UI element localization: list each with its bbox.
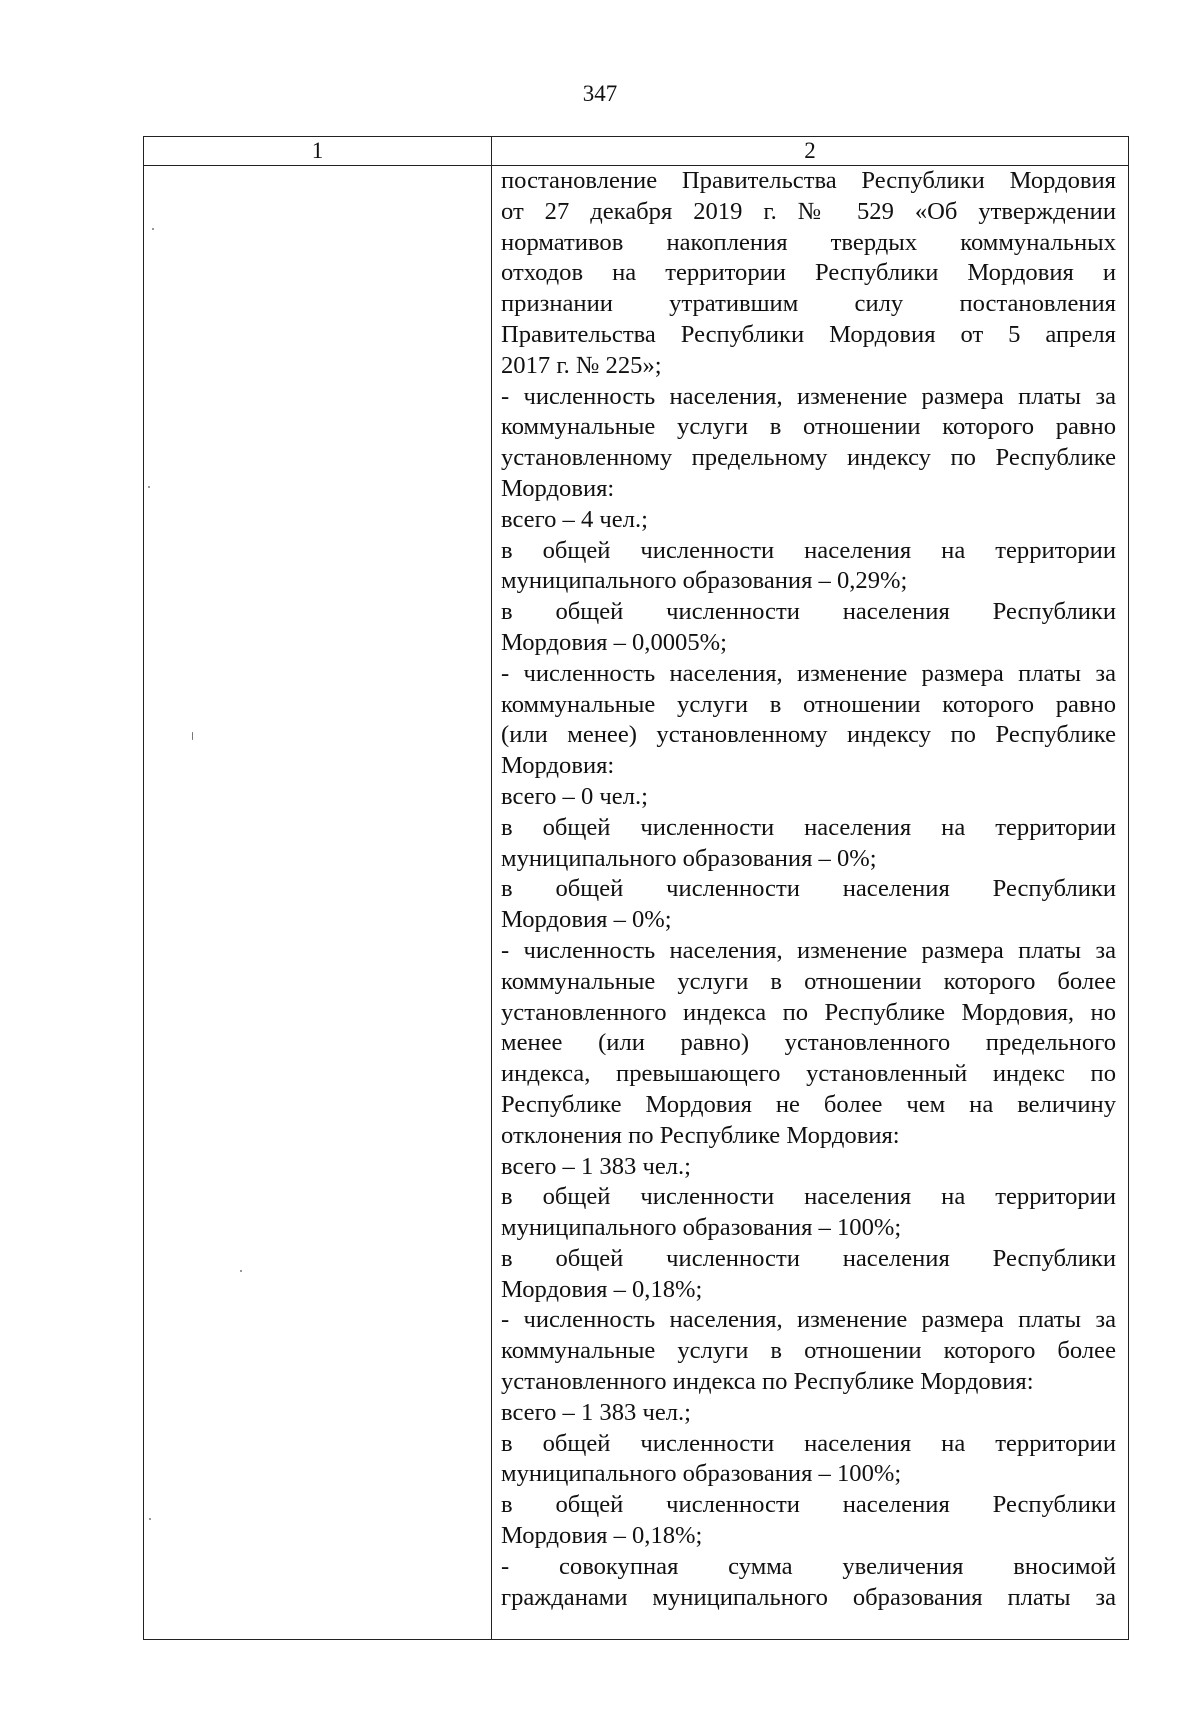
text-line: менее (или равно) установленного предельного bbox=[501, 1029, 1116, 1057]
text-line: признании утратившим силу постановления bbox=[501, 290, 1116, 318]
text-line: коммунальные услуги в отношении которого равно bbox=[501, 690, 1116, 718]
column-1-cell bbox=[144, 166, 492, 1640]
text-line: Мордовия – 0,18%; bbox=[501, 1275, 703, 1303]
text-line: индекса, превышающего установленный индекс по bbox=[501, 1060, 1116, 1088]
scan-speck bbox=[149, 1518, 151, 1520]
text-line: отходов на территории Республики Мордовия и bbox=[501, 259, 1116, 287]
text-line: установленного индекса по Республике Мордовия, но bbox=[501, 998, 1116, 1026]
text-line: в общей численности населения Республики bbox=[501, 1491, 1116, 1519]
scan-speck bbox=[152, 228, 154, 230]
text-line: Мордовия – 0%; bbox=[501, 906, 672, 934]
text-line: в общей численности населения на территории bbox=[501, 1429, 1116, 1457]
text-line: установленному предельному индексу по Республике bbox=[501, 444, 1116, 472]
scan-speck bbox=[192, 732, 193, 740]
text-line: муниципального образования – 100%; bbox=[501, 1214, 902, 1242]
text-line: в общей численности населения на территории bbox=[501, 813, 1116, 841]
text-line: - совокупная сумма увеличения вносимой bbox=[501, 1552, 1116, 1580]
scan-speck bbox=[240, 1270, 242, 1272]
text-line: муниципального образования – 100%; bbox=[501, 1460, 902, 1488]
column-2-text bbox=[492, 166, 1128, 1613]
column-2-cell bbox=[492, 166, 1129, 1640]
text-line: Мордовия – 0,0005%; bbox=[501, 628, 727, 656]
text-line: - численность населения, изменение размера платы за bbox=[501, 382, 1116, 410]
text-line: коммунальные услуги в отношении которого равно bbox=[501, 413, 1116, 441]
text-line: установленного индекса по Республике Мордовия: bbox=[501, 1368, 1034, 1396]
document-table bbox=[143, 136, 1129, 1640]
text-line: отклонения по Республике Мордовия: bbox=[501, 1121, 900, 1149]
text-line: в общей численности населения Республики bbox=[501, 1244, 1116, 1272]
text-line: муниципального образования – 0%; bbox=[501, 844, 877, 872]
text-line: Мордовия: bbox=[501, 752, 615, 780]
page-number: 347 bbox=[582, 81, 618, 106]
text-line: Правительства Республики Мордовия от 5 апреля bbox=[501, 320, 1116, 348]
text-line: в общей численности населения Республики bbox=[501, 875, 1116, 903]
text-line: от 27 декабря 2019 г. № 529 «Об утверждении bbox=[501, 197, 1116, 225]
text-line: коммунальные услуги в отношении которого более bbox=[501, 1337, 1116, 1365]
text-line: нормативов накопления твердых коммунальных bbox=[501, 228, 1116, 256]
scan-speck bbox=[148, 486, 150, 488]
text-line: в общей численности населения на территории bbox=[501, 1183, 1116, 1211]
text-line: коммунальные услуги в отношении которого более bbox=[501, 967, 1116, 995]
text-line: всего – 1 383 чел.; bbox=[501, 1152, 691, 1180]
table-header-row bbox=[144, 137, 1129, 166]
text-line: всего – 1 383 чел.; bbox=[501, 1398, 691, 1426]
text-line: - численность населения, изменение размера платы за bbox=[501, 1306, 1116, 1334]
text-line: муниципального образования – 0,29%; bbox=[501, 567, 908, 595]
text-line: гражданами муниципального образования платы за bbox=[501, 1583, 1116, 1611]
text-line: (или менее) установленному индексу по Республике bbox=[501, 721, 1116, 749]
text-line: Мордовия – 0,18%; bbox=[501, 1522, 703, 1550]
column-header-2: 2 bbox=[492, 137, 1129, 166]
text-line: Республике Мордовия не более чем на величину bbox=[501, 1090, 1116, 1118]
column-header-1: 1 bbox=[144, 137, 492, 166]
text-line: - численность населения, изменение размера платы за bbox=[501, 936, 1116, 964]
text-line: всего – 0 чел.; bbox=[501, 782, 648, 810]
text-line: в общей численности населения Республики bbox=[501, 598, 1116, 626]
text-line: в общей численности населения на территории bbox=[501, 536, 1116, 564]
text-line: 2017 г. № 225»; bbox=[501, 351, 662, 379]
table-body-row bbox=[144, 166, 1129, 1640]
text-line: постановление Правительства Республики Мордовия bbox=[501, 167, 1116, 194]
text-line: Мордовия: bbox=[501, 474, 615, 502]
text-line: - численность населения, изменение размера платы за bbox=[501, 659, 1116, 687]
text-line: всего – 4 чел.; bbox=[501, 505, 648, 533]
